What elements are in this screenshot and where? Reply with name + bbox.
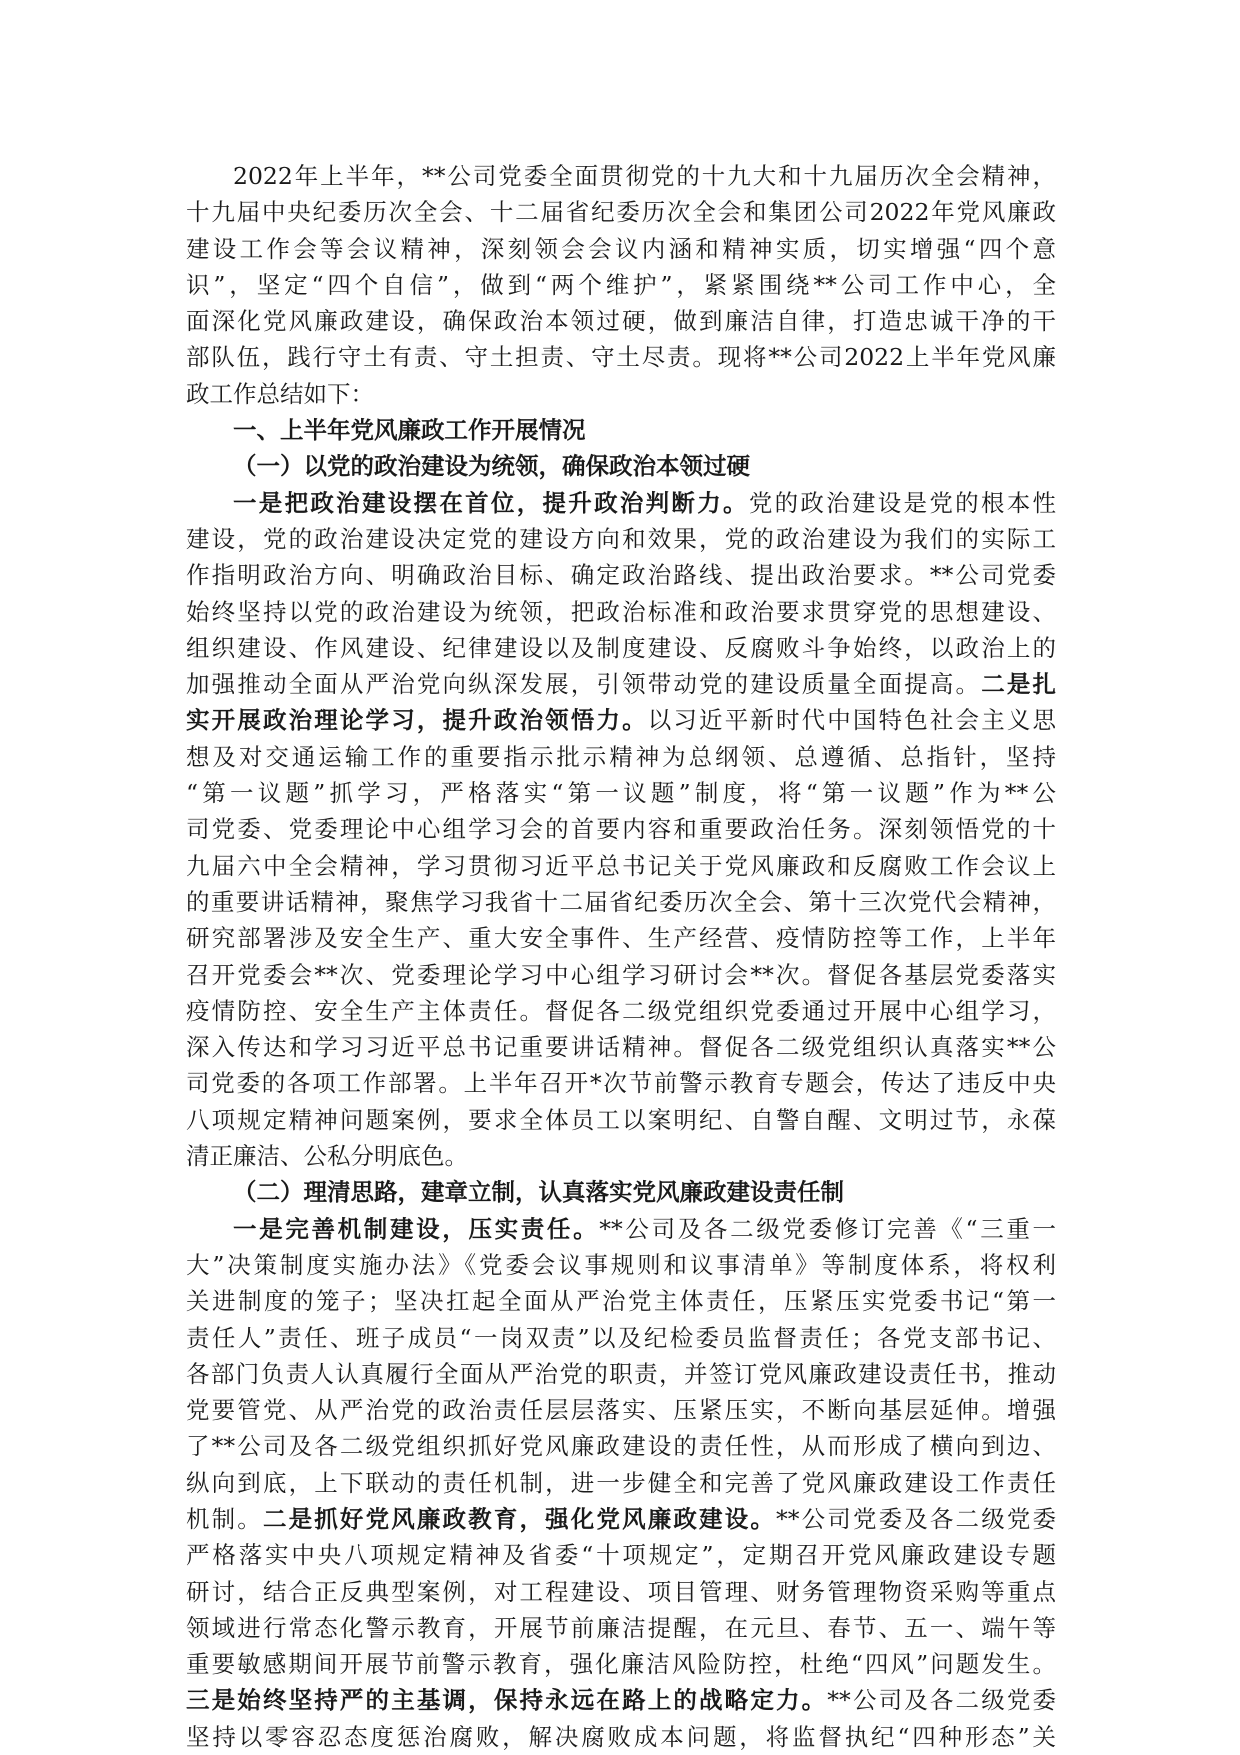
text-line: 了**公司及各二级党组织抓好党风廉政建设的责任性，从而形成了横向到边、 — [186, 1432, 1056, 1461]
text-line: 八项规定精神问题案例，要求全体员工以案明纪、自警自醒、文明过节，永葆 — [186, 1105, 1056, 1134]
text-line — [186, 666, 1056, 702]
text-run: **公司党委及各二级党委 — [776, 1504, 1057, 1533]
text-line: 建设工作会等会议精神，深刻领会会议内涵和精神实质，切实增强“四个意 — [186, 234, 1056, 263]
intro-paragraph — [186, 158, 1056, 412]
text-line: 2022年上半年，**公司党委全面贯彻党的十九大和十九届历次全会精神， — [233, 162, 1056, 190]
text-run: 机制。 — [186, 1504, 263, 1533]
text-run: **公司及各二级党委 — [827, 1686, 1057, 1715]
text-line: 纵向到底，上下联动的责任机制，进一步健全和完善了党风廉政建设工作责任 — [186, 1468, 1056, 1497]
text-line — [186, 702, 1056, 738]
text-line: 关进制度的笼子；坚决扛起全面从严治党主体责任，压紧压实党委书记“第一 — [186, 1287, 1056, 1316]
text-line — [186, 1211, 1056, 1247]
subsection-heading: （二）理清思路，建章立制，认真落实党风廉政建设责任制 — [233, 1178, 844, 1207]
text-line: 责任人”责任、班子成员“一岗双责”以及纪检委员监督责任；各党支部书记、 — [186, 1323, 1056, 1352]
bold-lead: 实开展政治理论学习，提升政治领悟力。 — [186, 706, 648, 735]
text-line — [186, 485, 1056, 521]
section-heading: 一、上半年党风廉政工作开展情况 — [233, 416, 586, 445]
text-line: 识”，坚定“四个自信”，做到“两个维护”，紧紧围绕**公司工作中心，全 — [186, 270, 1056, 299]
text-line: 疫情防控、安全生产主体责任。督促各二级党组织党委通过开展中心组学习， — [186, 996, 1056, 1025]
text-line: 组织建设、作风建设、纪律建设以及制度建设、反腐败斗争始终，以政治上的 — [186, 633, 1056, 662]
text-line: 各部门负责人认真履行全面从严治党的职责，并签订党风廉政建设责任书，推动 — [186, 1359, 1056, 1388]
text-line: “第一议题”抓学习，严格落实“第一议题”制度，将“第一议题”作为**公 — [186, 779, 1056, 808]
bold-lead: 一是完善机制建设，压实责任。 — [233, 1214, 600, 1243]
text-line: 研究部署涉及安全生产、重大安全事件、生产经营、疫情防控等工作，上半年 — [186, 924, 1056, 953]
bold-lead: 一是把政治建设摆在首位，提升政治判断力。 — [233, 488, 749, 517]
text-line: 清正廉洁、公私分明底色。 — [186, 1142, 468, 1171]
text-line: 政工作总结如下： — [186, 379, 374, 408]
text-line — [186, 1501, 1056, 1537]
text-line: 领域进行常态化警示教育，开展节前廉洁提醒，在元旦、春节、五一、端午等 — [186, 1613, 1056, 1642]
text-line: 的重要讲话精神，聚焦学习我省十二届省纪委历次全会、第十三次党代会精神， — [186, 887, 1056, 916]
text-line: 九届六中全会精神，学习贯彻习近平总书记关于党风廉政和反腐败工作会议上 — [186, 851, 1056, 880]
text-line: 建设，党的政治建设决定党的建设方向和效果，党的政治建设为我们的实际工 — [186, 524, 1056, 553]
text-line: 研讨，结合正反典型案例，对工程建设、项目管理、财务管理物资采购等重点 — [186, 1577, 1056, 1606]
text-line — [186, 1682, 1056, 1718]
document-body — [186, 158, 1056, 1755]
text-line: 重要敏感期间开展节前警示教育，强化廉洁风险防控，杜绝“四风”问题发生。 — [186, 1650, 1056, 1679]
bold-lead: 二是抓好党风廉政教育，强化党风廉政建设。 — [262, 1504, 776, 1533]
text-line: 想及对交通运输工作的重要指示批示精神为总纲领、总遵循、总指针，坚持 — [186, 742, 1056, 771]
text-line: 作指明政治方向、明确政治目标、确定政治路线、提出政治要求。**公司党委 — [186, 561, 1056, 590]
text-run: 以习近平新时代中国特色社会主义思 — [647, 706, 1057, 735]
text-line: 党要管党、从严治党的政治责任层层落实、压紧压实，不断向基层延伸。增强 — [186, 1396, 1056, 1425]
subsection-heading: （一）以党的政治建设为统领，确保政治本领过硬 — [233, 452, 750, 481]
text-line: 大”决策制度实施办法》《党委会议事规则和议事清单》等制度体系，将权利 — [186, 1250, 1056, 1279]
text-run: 党的政治建设是党的根本性 — [748, 488, 1057, 517]
text-line: 部队伍，践行守土有责、守土担责、守土尽责。现将**公司2022上半年党风廉 — [186, 343, 1056, 372]
responsibility-paragraph — [186, 1211, 1056, 1755]
bold-lead: 三是始终坚持严的主基调，保持永远在路上的战略定力。 — [186, 1686, 828, 1715]
bold-lead: 二是扎 — [981, 670, 1057, 699]
text-line: 面深化党风廉政建设，确保政治本领过硬，做到廉洁自律，打造忠诚干净的干 — [186, 307, 1056, 336]
text-line: 司党委的各项工作部署。上半年召开*次节前警示教育专题会，传达了违反中央 — [186, 1069, 1056, 1098]
text-line: 始终坚持以党的政治建设为统领，把政治标准和政治要求贯穿党的思想建设、 — [186, 597, 1056, 626]
text-line: 司党委、党委理论中心组学习会的首要内容和重要政治任务。深刻领悟党的十 — [186, 815, 1056, 844]
text-line: 十九届中央纪委历次全会、十二届省纪委历次全会和集团公司2022年党风廉政 — [186, 198, 1056, 227]
text-line: 严格落实中央八项规定精神及省委“十项规定”，定期召开党风廉政建设专题 — [186, 1541, 1056, 1570]
text-line: 深入传达和学习习近平总书记重要讲话精神。督促各二级党组织认真落实**公 — [186, 1033, 1056, 1062]
text-line: 召开党委会**次、党委理论学习中心组学习研讨会**次。督促各基层党委落实 — [186, 960, 1056, 989]
political-building-paragraph — [186, 485, 1056, 1175]
text-run: 加强推动全面从严治党向纵深发展，引领带动党的建设质量全面提高。 — [186, 670, 982, 699]
text-line: 坚持以零容忍态度惩治腐败，解决腐败成本问题，将监督执纪“四种形态”关 — [186, 1722, 1056, 1751]
text-run: **公司及各二级党委修订完善《“三重一 — [599, 1214, 1057, 1243]
